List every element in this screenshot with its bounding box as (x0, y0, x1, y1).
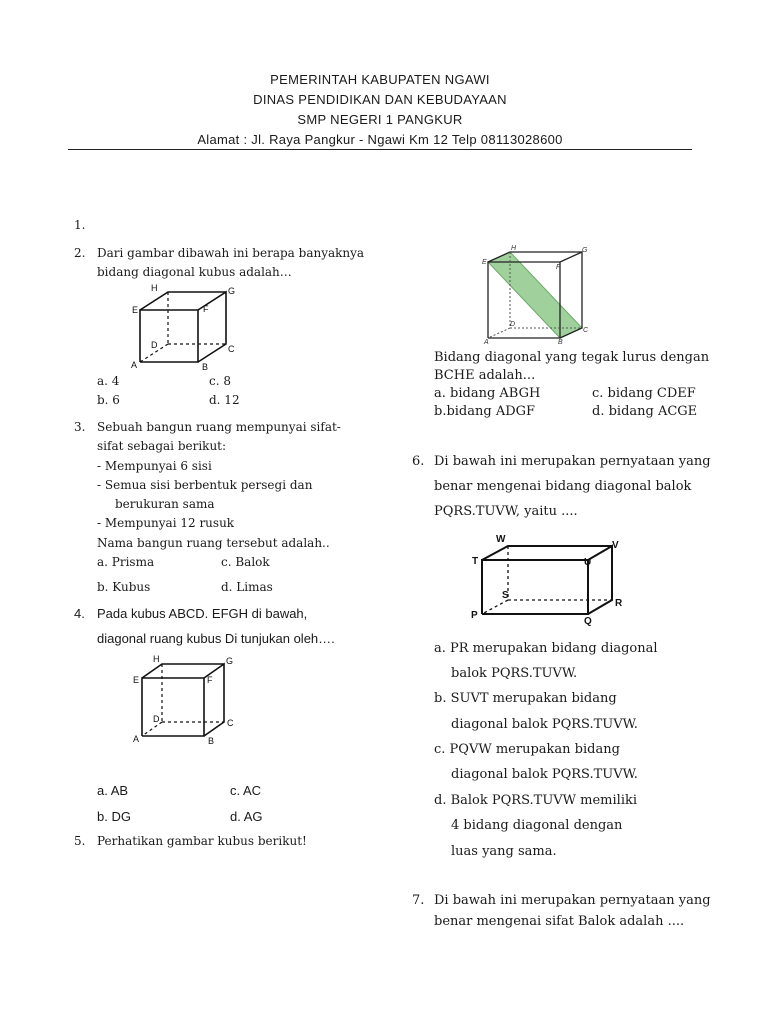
q2-label-d: D (151, 340, 158, 350)
q2-text-line2: bidang diagonal kubus adalah… (97, 265, 292, 279)
q5-text: Perhatikan gambar kubus berikut! (97, 834, 307, 848)
q3-option-a: a. Prisma (97, 555, 155, 569)
q4-label-h: H (153, 654, 160, 664)
q2-cube-figure (128, 282, 238, 372)
header-department: DINAS PENDIDIKAN DAN KEBUDAYAAN (253, 92, 507, 107)
q7-text-line2: benar mengenai sifat Balok adalah .... (434, 914, 685, 929)
q6-label-q: Q (584, 616, 592, 626)
q2-label-h: H (151, 283, 158, 293)
q2-option-c: c. 8 (209, 374, 231, 388)
q3-text-line2: sifat sebagai berikut: (97, 439, 227, 453)
q6-option-d-cont1: 4 bidang diagonal dengan (451, 818, 623, 833)
header-address: Alamat : Jl. Raya Pangkur - Ngawi Km 12 Telp 08113028600 (197, 132, 563, 147)
q6-option-d-cont2: luas yang sama. (451, 844, 557, 859)
q4-label-a: A (133, 734, 140, 744)
q2-option-b: b. 6 (97, 393, 120, 407)
q6-option-c: c. PQVW merupakan bidang (434, 742, 620, 757)
q2-label-e: E (132, 305, 139, 315)
header-divider (68, 149, 692, 150)
q6-label-s: S (502, 590, 509, 601)
q2-label-f: F (203, 304, 209, 314)
q6-label-w: W (496, 534, 506, 545)
q5-diagonal-plane (488, 252, 582, 338)
q6-option-b-cont: diagonal balok PQRS.TUVW. (451, 717, 638, 732)
q6-option-a-cont: balok PQRS.TUVW. (451, 666, 578, 681)
q6-text-line2: benar mengenai bidang diagonal balok (434, 479, 692, 494)
q4-option-a: a. AB (97, 783, 129, 798)
q6-option-d: d. Balok PQRS.TUVW memiliki (434, 793, 638, 808)
q2-number: 2. (74, 246, 86, 260)
q3-property-3: - Mempunyai 12 rusuk (97, 516, 235, 530)
q4-label-f: F (207, 675, 213, 685)
q6-option-a: a. PR merupakan bidang diagonal (434, 641, 658, 656)
q2-label-a: A (131, 360, 138, 370)
q5-option-c: c. bidang CDEF (592, 386, 696, 401)
q1-number: 1. (74, 218, 86, 232)
q3-property-1: - Mempunyai 6 sisi (97, 459, 212, 473)
q6-label-v: V (612, 540, 619, 551)
q5-label-b: B (558, 339, 563, 344)
q4-label-b: B (208, 736, 215, 745)
q4-label-e: E (133, 675, 140, 685)
q6-text-line1: Di bawah ini merupakan pernyataan yang (434, 454, 711, 469)
q4-label-g: G (226, 656, 234, 666)
q2-label-b: B (202, 362, 209, 372)
q4-number: 4. (74, 606, 85, 621)
q5-question-line2: BCHE adalah... (434, 368, 536, 383)
q5-label-a: A (484, 339, 489, 344)
header-school: SMP NEGERI 1 PANGKUR (297, 112, 463, 127)
q7-text-line1: Di bawah ini merupakan pernyataan yang (434, 893, 711, 908)
q5-label-g: G (582, 247, 588, 254)
q5-question-line1: Bidang diagonal yang tegak lurus dengan (434, 350, 710, 365)
q6-number: 6. (412, 454, 425, 469)
q6-label-p: P (471, 610, 478, 621)
q5-label-e: E (482, 259, 487, 266)
q2-text-line1: Dari gambar dibawah ini berapa banyaknya (97, 246, 365, 260)
q3-text-line1: Sebuah bangun ruang mempunyai sifat- (97, 420, 341, 434)
q5-option-a: a. bidang ABGH (434, 386, 541, 401)
q6-cuboid-figure (466, 530, 632, 626)
q7-number: 7. (412, 893, 425, 908)
q6-text-line3: PQRS.TUVW, yaitu .... (434, 504, 578, 519)
q5-option-b: b.bidang ADGF (434, 404, 536, 419)
q3-option-d: d. Limas (221, 580, 273, 594)
q6-label-r: R (615, 598, 623, 609)
q6-option-c-cont: diagonal balok PQRS.TUVW. (451, 767, 638, 782)
q4-cube-figure (128, 650, 243, 745)
q4-option-d: d. AG (230, 809, 263, 824)
header-government: PEMERINTAH KABUPATEN NGAWI (270, 72, 490, 87)
q3-question: Nama bangun ruang tersebut adalah.. (97, 536, 330, 550)
q2-option-d: d. 12 (209, 393, 240, 407)
q3-property-2: - Semua sisi berbentuk persegi dan (97, 478, 313, 492)
q5-cube-figure (478, 244, 596, 344)
q3-option-c: c. Balok (221, 555, 270, 569)
q3-property-2-cont: berukuran sama (115, 497, 215, 511)
q5-option-d: d. bidang ACGE (592, 404, 698, 419)
q5-label-f: F (556, 264, 561, 271)
q6-label-t: T (472, 556, 479, 567)
q4-option-c: c. AC (230, 783, 262, 798)
q5-label-h: H (511, 245, 517, 252)
q2-label-g: G (228, 286, 236, 296)
q2-label-c: C (228, 344, 235, 354)
q4-option-b: b. DG (97, 809, 131, 824)
q4-label-d: D (153, 714, 160, 724)
q4-text-line2: diagonal ruang kubus Di tunjukan oleh…. (97, 631, 335, 646)
q6-label-u: U (584, 557, 592, 568)
q5-number: 5. (74, 834, 86, 848)
q2-option-a: a. 4 (97, 374, 120, 388)
q6-option-b: b. SUVT merupakan bidang (434, 691, 617, 706)
q5-label-d: D (510, 321, 516, 328)
q3-option-b: b. Kubus (97, 580, 151, 594)
q5-label-c: C (583, 327, 589, 334)
q4-text-line1: Pada kubus ABCD. EFGH di bawah, (97, 606, 308, 621)
q4-label-c: C (227, 718, 234, 728)
q3-number: 3. (74, 420, 86, 434)
